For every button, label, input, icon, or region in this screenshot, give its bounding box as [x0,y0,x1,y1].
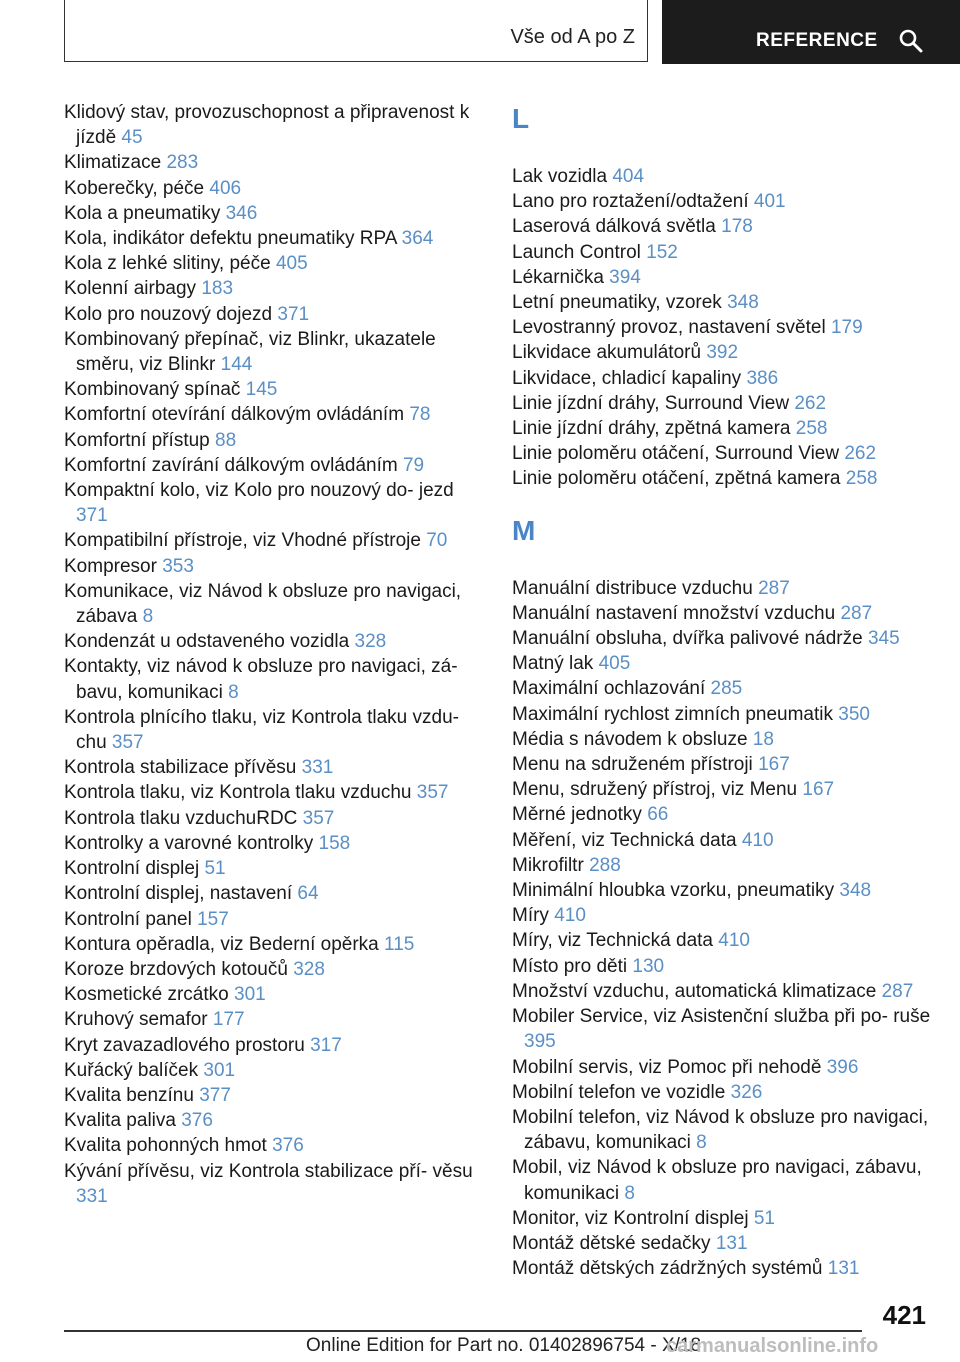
index-entry [64,377,484,402]
index-entry-text: Mikrofiltr [512,854,584,876]
index-entry [512,466,932,491]
page-header [64,0,960,64]
index-entry-text: Množství vzduchu, automatická klimatizace [512,980,877,1002]
index-page-link[interactable]: 401 [753,191,786,213]
index-entry-text: Kosmetické zrcátko [64,984,229,1006]
index-entry [64,831,484,856]
index-entry [512,340,932,365]
index-entry [512,752,932,777]
index-entry-text: Kontrola tlaku vzduchuRDC [64,807,298,829]
index-page-link[interactable]: 167 [802,779,835,801]
index-entry-text: Měření, viz Technická data [512,829,737,851]
index-entry-text: Mobilní telefon, viz Návod k obsluze pro navigaci, zábavu, komunikaci [512,1106,929,1154]
index-entry-text: Kryt zavazadlového prostoru [64,1034,305,1056]
index-page-link[interactable]: 285 [710,678,743,700]
index-entry [64,806,484,831]
index-page-link[interactable]: 353 [162,555,194,577]
index-page-link[interactable]: 18 [752,728,774,750]
index-page-link[interactable]: 51 [204,858,226,880]
index-entry-text: Kontrolní displej [64,858,200,880]
index-entry-text: Letní pneumatiky, vzorek [512,292,722,314]
index-entry-text: Likvidace, chladicí kapaliny [512,367,742,389]
index-page-link[interactable]: 371 [76,505,108,527]
footer-edition: Online Edition for Part no. 01402896754 - X/18 [306,1335,702,1356]
index-entry-text: Lano pro roztažení/odtažení [512,191,749,213]
index-page-link[interactable]: 144 [220,354,253,376]
index-entry [512,164,932,189]
index-entry-text: Klidový stav, provozuschopnost a připravenost k jízdě [64,102,470,149]
index-page-link[interactable]: 301 [234,984,266,1006]
index-entry [64,428,484,453]
index-entry [64,176,484,201]
page-number: 421 [882,1300,926,1330]
index-entry [512,954,932,979]
index-page-link[interactable]: 258 [845,468,878,490]
index-entry [64,1108,484,1133]
index-entry-text: Klimatizace [64,152,162,174]
index-entry [512,391,932,416]
index-entry [64,453,484,478]
index-entry-text: Komfortní přístup [64,429,210,451]
index-page-link[interactable]: 66 [647,804,669,826]
index-entry-text: Média s návodem k obsluze [512,728,748,750]
index-entry [64,629,484,654]
index-entry [512,1080,932,1105]
index-entry [64,932,484,957]
index-entry [64,1083,484,1108]
index-page-link[interactable]: 328 [354,631,387,653]
index-entry-text: Kombinovaný spínač [64,379,241,401]
index-entry [512,828,932,853]
index-entry-text: Levostranný provoz, nastavení světel [512,317,826,339]
index-entry-text: Mobilní servis, viz Pomoc při nehodě [512,1056,822,1078]
index-entry-text: Míry, viz Technická data [512,930,713,952]
index-page-link[interactable]: 288 [589,854,621,876]
index-entry-text: Kola z lehké slitiny, péče [64,253,271,275]
header-reference-label: REFERENCE [756,30,878,51]
index-entry [64,982,484,1007]
index-entry-text: Kompresor [64,555,157,577]
index-entry [64,654,484,704]
index-page-link[interactable]: 130 [632,955,665,977]
section-letter: L [512,103,530,134]
index-entry [512,265,932,290]
index-page-link[interactable]: 406 [209,177,242,199]
index-entry-text: Kompaktní kolo, viz Kolo pro nouzový do‐ jezd [64,480,454,502]
index-entry-text: Kontrolní displej, nastavení [64,883,293,905]
index-entry-text: Manuální nastavení množství vzduchu [512,602,836,624]
index-entry [512,1231,932,1256]
index-entry [512,626,932,651]
index-entry-text: Mobiler Service, viz Asistenční služba při po‐ ruše [512,1006,931,1028]
index-column-right [512,100,932,1281]
index-entry-text: Kuřácký balíček [64,1059,199,1081]
index-entry [512,802,932,827]
footer-divider [64,1330,862,1332]
index-page-link[interactable]: 70 [426,530,448,552]
index-entry [512,702,932,727]
index-entry [64,1033,484,1058]
index-entry [512,1105,932,1155]
index-entry [512,651,932,676]
index-entry-text: Kvalita paliva [64,1110,176,1132]
index-page-link[interactable]: 177 [212,1009,245,1031]
index-entry-text: Kontrola plnícího tlaku, viz Kontrola tlaku vzdu‐ chu [64,706,459,754]
index-entry [64,201,484,226]
index-page-link[interactable]: 410 [718,930,750,952]
index-page-link[interactable]: 179 [830,317,863,339]
index-section [512,516,932,1282]
index-entry [512,853,932,878]
search-icon[interactable] [898,28,924,54]
index-page-link[interactable]: 79 [402,454,425,476]
index-entry [512,878,932,903]
index-entry [512,416,932,441]
header-section-title: Vše od A po Z [510,26,635,48]
index-entry [64,780,484,805]
index-entry [64,579,484,629]
index-entry [64,302,484,327]
index-page-link[interactable]: 287 [881,980,914,1002]
index-entry-text: Likvidace akumulátorů [512,342,702,364]
index-entry [64,251,484,276]
index-entry-text: Lékarnička [512,266,604,288]
index-column-left [64,100,484,1209]
index-entry-text: Kolo pro nouzový dojezd [64,303,273,325]
index-page-link[interactable]: 283 [166,152,199,174]
index-entry-text: Kontrolky a varovné kontrolky [64,832,314,854]
index-entry-text: Monitor, viz Kontrolní displej [512,1207,749,1229]
index-page-link[interactable]: 348 [727,292,759,314]
index-entry [64,957,484,982]
index-entry-text: Koroze brzdových kotoučů [64,958,288,980]
index-entry-text: Linie poloměru otáčení, Surround View [512,443,840,465]
index-entry [512,189,932,214]
index-page-link[interactable]: 131 [715,1232,748,1254]
index-entry [512,576,932,601]
index-entry-text: Minimální hloubka vzorku, pneumatiky [512,880,835,902]
index-section [512,104,932,492]
index-entry-text: Montáž dětské sedačky [512,1232,711,1254]
index-entry [64,1058,484,1083]
index-entry [64,705,484,755]
index-page-link[interactable]: 115 [384,933,415,955]
index-entry-text: Matný lak [512,653,594,675]
index-entry-text: Montáž dětských zádržných systémů [512,1258,823,1280]
index-page-link[interactable]: 386 [746,367,779,389]
index-entry [512,601,932,626]
index-page-link[interactable]: 287 [758,577,790,599]
index-page-link[interactable]: 183 [201,278,234,300]
index-entry-text: Kolenní airbagy [64,278,197,300]
index-entry-text: Kombinovaný přepínač, viz Blinkr, ukazatele směru, viz Blinkr [64,328,436,376]
watermark: carmanualsonline.info [666,1335,879,1357]
index-page-link[interactable]: 158 [318,832,351,854]
index-entry-text: Kontakty, viz návod k obsluze pro navigaci, zá‐ bavu, komunikaci [64,656,458,703]
index-entry [512,240,932,265]
index-page-link[interactable]: 357 [302,807,335,829]
index-page-link[interactable]: 301 [203,1059,236,1081]
index-entry [512,777,932,802]
index-entry-text: Kontrola tlaku, viz Kontrola tlaku vzduchu [64,782,412,804]
index-entry-text: Mobilní telefon ve vozidle [512,1081,726,1103]
index-entry-text: Menu, sdružený přístroj, viz Menu [512,779,798,801]
index-entry-text: Kola a pneumatiky [64,202,221,224]
index-entry [64,881,484,906]
index-page-link[interactable]: 376 [181,1110,213,1132]
index-page-link[interactable]: 410 [554,905,586,927]
index-entry [64,856,484,881]
index-page-link[interactable]: 328 [293,958,325,980]
index-entry [512,903,932,928]
index-entry [512,1004,932,1054]
index-entry-text: Kola, indikátor defektu pneumatiky RPA [64,228,397,250]
index-entry-text: Komfortní zavírání dálkovým ovládáním [64,454,398,476]
index-page-link[interactable]: 78 [409,404,431,426]
index-entry [64,755,484,780]
index-entry-text: Linie poloměru otáčení, zpětná kamera [512,468,841,490]
index-page-link[interactable]: 262 [844,443,877,465]
index-page-link[interactable]: 345 [867,628,900,650]
index-entry-text: Kvalita benzínu [64,1084,194,1106]
index-page-link[interactable]: 326 [730,1081,763,1103]
index-entry-text: Kontura opěradla, viz Bederní opěrka [64,933,379,955]
index-entry-text: Manuální distribuce vzduchu [512,577,753,599]
index-page-link[interactable]: 364 [401,228,434,250]
index-page-link[interactable]: 317 [310,1034,342,1056]
index-page-link[interactable]: 88 [215,429,237,451]
index-entry-text: Kontrolní panel [64,908,192,930]
index-page-link[interactable]: 262 [794,392,827,414]
index-entry-text: Kondenzát u odstaveného vozidla [64,631,350,653]
index-entry [64,554,484,579]
index-entry-text: Koberečky, péče [64,177,205,199]
index-entry-text: Míry [512,905,549,927]
index-page-link[interactable]: 157 [197,908,229,930]
header-reference-tab[interactable] [662,0,960,64]
index-page-link[interactable]: 392 [706,342,739,364]
index-entry [64,402,484,427]
index-entry [512,315,932,340]
index-entry [64,327,484,377]
index-page-link[interactable]: 64 [297,883,319,905]
index-page-link[interactable]: 357 [416,782,449,804]
index-page-link[interactable]: 152 [646,241,678,263]
index-entry-text: Mobil, viz Návod k obsluze pro navigaci, zábavu, komunikaci [512,1157,922,1204]
index-entry-text: Linie jízdní dráhy, zpětná kamera [512,418,791,440]
index-page-link[interactable]: 258 [795,418,828,440]
index-entry-text: Kývání přívěsu, viz Kontrola stabilizace pří‐ věsu [64,1160,473,1182]
index-entry [512,1256,932,1281]
index-page-link[interactable]: 8 [624,1182,635,1204]
index-entry [64,276,484,301]
index-entry-text: Kontrola stabilizace přívěsu [64,757,297,779]
index-entry [512,979,932,1004]
index-page-link[interactable]: 357 [111,732,144,754]
index-entry [64,1133,484,1158]
index-entry-text: Kompatibilní přístroje, viz Vhodné přístroje [64,530,421,552]
index-entry-text: Místo pro děti [512,955,628,977]
index-page-link[interactable]: 376 [272,1135,304,1157]
index-page-link[interactable]: 396 [826,1056,859,1078]
index-entry [64,226,484,251]
index-entry [512,727,932,752]
index-page-link[interactable]: 410 [741,829,774,851]
index-entry-text: Kruhový semafor [64,1009,208,1031]
index-page-link[interactable]: 371 [277,303,310,325]
index-page-link[interactable]: 8 [142,606,154,628]
header-section-box [64,0,648,62]
index-entry [512,214,932,239]
index-entry [64,528,484,553]
index-entry [512,676,932,701]
index-entry-text: Kvalita pohonných hmot [64,1135,267,1157]
index-entry [512,290,932,315]
index-entry-text: Launch Control [512,241,641,263]
index-entry-text: Manuální obsluha, dvířka palivové nádrže [512,628,863,650]
index-entry-text: Maximální rychlost zimních pneumatik [512,703,833,725]
index-entry-text: Maximální ochlazování [512,678,706,700]
index-entry [512,928,932,953]
index-page-link[interactable]: 8 [228,681,239,703]
index-entry [512,1206,932,1231]
index-entry [64,907,484,932]
index-page-link[interactable]: 331 [76,1185,108,1207]
index-entry-text: Laserová dálková světla [512,216,716,238]
index-entry [512,366,932,391]
index-entry-text: Lak vozidla [512,166,608,187]
index-page-link[interactable]: 131 [827,1258,860,1280]
index-page-link[interactable]: 405 [275,253,308,275]
index-page-link[interactable]: 346 [225,202,258,224]
index-entry [64,1159,484,1209]
index-entry-text: Menu na sdruženém přístroji [512,754,753,776]
section-letter: M [512,514,536,546]
index-page-link[interactable]: 287 [840,602,873,624]
index-entry-text: Měrné jednotky [512,804,642,826]
index-page-link[interactable]: 45 [121,127,143,149]
index-page-link[interactable]: 377 [199,1084,231,1106]
index-page-link[interactable]: 394 [609,266,641,288]
index-entry-text: Linie jízdní dráhy, Surround View [512,392,790,414]
index-entry [512,1155,932,1205]
index-page-link[interactable]: 405 [598,653,631,675]
index-page-link[interactable]: 167 [758,754,790,776]
index-entry-text: Komfortní otevírání dálkovým ovládáním [64,404,405,426]
index-entry [64,100,484,150]
index-entry [64,1007,484,1032]
index-page-link[interactable]: 395 [524,1031,556,1053]
index-page-link[interactable]: 178 [721,216,753,238]
index-page-link[interactable]: 404 [612,166,645,187]
index-page-link[interactable]: 51 [753,1207,775,1229]
index-entry [64,478,484,528]
index-entry-text: Komunikace, viz Návod k obsluze pro navigaci, zábava [64,580,462,628]
index-page-link[interactable]: 331 [301,757,334,779]
index-entry [512,441,932,466]
index-page-link[interactable]: 145 [245,379,278,401]
index-entry [512,1055,932,1080]
index-page-link[interactable]: 8 [696,1132,707,1154]
index-page-link[interactable]: 350 [838,703,870,725]
index-entry [64,150,484,175]
index-page-link[interactable]: 348 [839,880,872,902]
